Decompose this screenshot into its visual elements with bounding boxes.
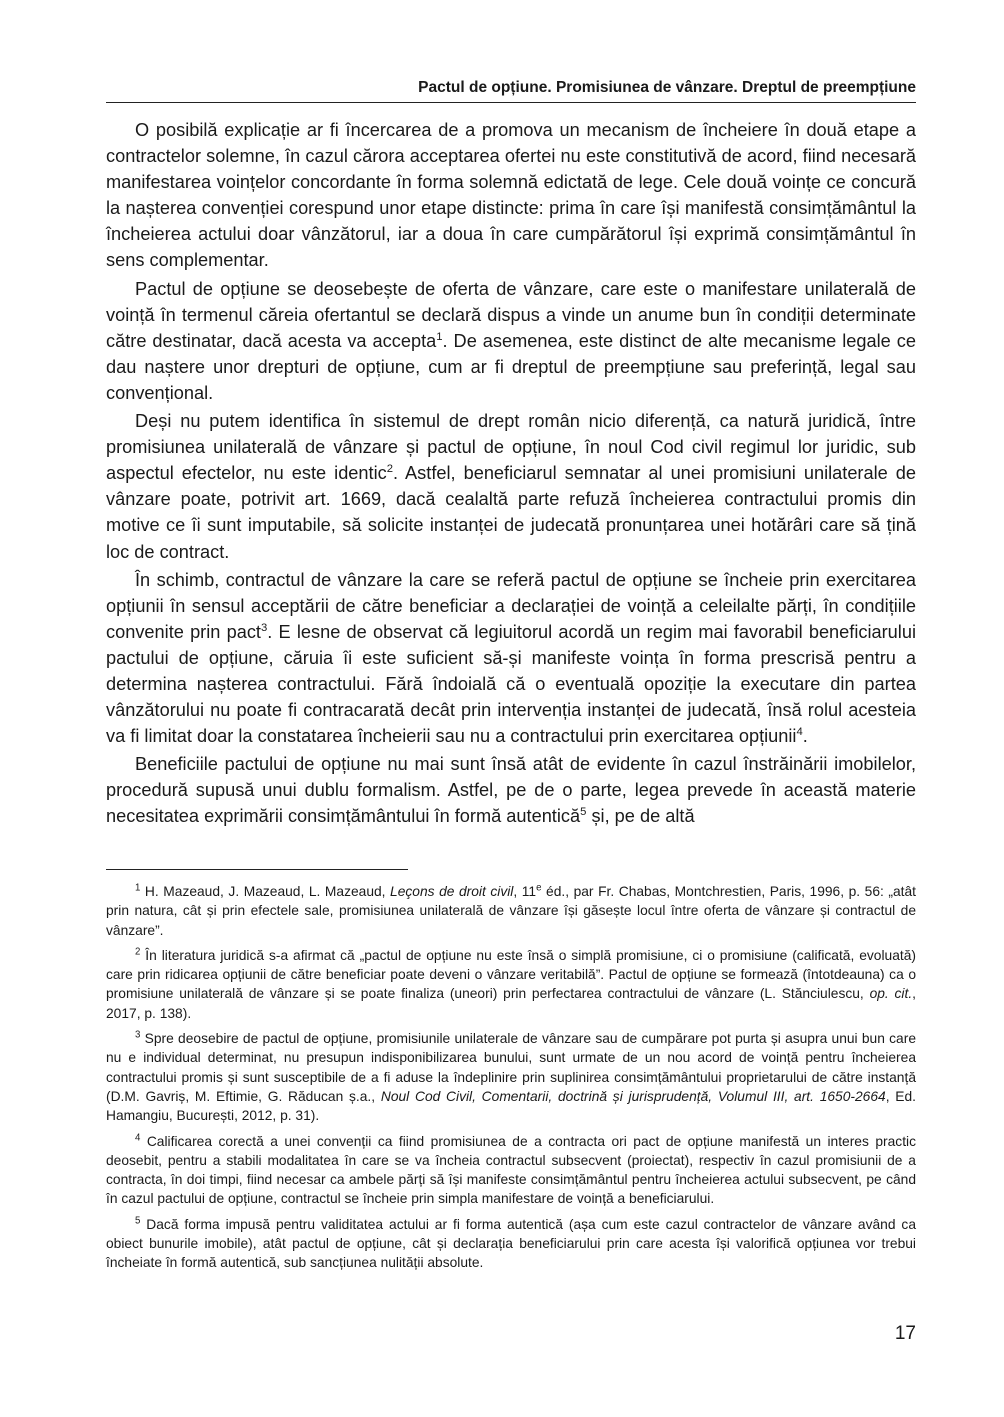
paragraph-4	[106, 567, 916, 750]
footnote-2-number: 2	[135, 946, 141, 958]
footnote-ref-3[interactable]: 3	[260, 621, 268, 634]
footnote-1-italic: Leçons de droit civil	[390, 884, 514, 899]
footnote-3-italic: Noul Cod Civil, Comentarii, doctrină și jurisprudență, Volumul III, art. 1650-2664	[380, 1088, 886, 1104]
footnote-4	[106, 1132, 916, 1209]
footnote-5-text: Dacă forma impusă pentru validitatea actului ar fi forma autentică (așa cum este cazul contractelor de vânzare având ca obiect bunurile imobile), atât pactul de opțiune, cât și declarația beneficiarului prin care acesta își valorifică opțiunea vor trebui încheiate în formă autentică, sub sancțiunea nulității absolute.	[106, 1216, 916, 1271]
paragraph-4-text-b: . E lesne de observat că legiuitorul acordă un regim mai favorabil beneficiarului pactului de opțiune, căruia îi este suficient să-și manifeste voința în forma prescrisă pentru a determina nașterea contractului. Fără îndoială că o eventuală opoziție la executare din partea vânzătorului nu poate fi contracarată decât prin intervenția instanței de judecată, însă rolul acesteia va fi limitat doar la constatarea încheierii sau nu a contractului prin exercitarea opțiunii	[106, 621, 916, 747]
footnote-1-text-a: H. Mazeaud, J. Mazeaud, L. Mazeaud,	[140, 884, 391, 899]
footnote-2-text-a: În literatura juridică s-a afirmat că „pactul de opțiune nu este însă o simplă promisiune, ci o promisiune (calificată, evoluată) care prin ridicarea opțiunii de către beneficiar poate deveni o vânzare veritabilă”. Pactul de opțiune se formează (întotdeauna) ca o promisiune unilaterală de vânzare și se poate finaliza (uneori) prin perfectarea contractului de vânzare (L. Stănciulescu,	[106, 947, 916, 1002]
paragraph-5-text-a: Beneficiile pactului de opțiune nu mai sunt însă atât de evidente în cazul înstrăinării imobilelor, procedură supusă unui dublu formalism. Astfel, pe de o parte, legea prevede în această materie necesitatea exprimării consimțământului în formă autentică	[106, 754, 916, 827]
footnote-ref-5[interactable]: 5	[580, 806, 587, 819]
footnote-4-text: Calificarea corectă a unei convenții ca fiind promisiunea de a contracta ori pact de opțiune manifestă un interes practic deosebit, pentru a stabili modalitatea în care se va încheia contractul subsecvent (proiectat), respectiv în cazul promisiunii de a contracta, în doi timpi, fiind necesar ca ambele părți să își manifeste consimțământul pentru încheierea actului subsecvent, pe când în cazul pactului de opțiune, contractul se încheie prin simpla manifestare de voință a beneficiarului.	[106, 1133, 916, 1207]
footnote-1	[106, 882, 916, 940]
footnote-3	[106, 1029, 916, 1125]
paragraph-4-text-a: În schimb, contractul de vânzare la care se referă pactul de opțiune se încheie prin exercitarea opțiunii în sensul acceptării de către beneficiar a declarației de voință a celeilalte părți, în condițiile convenite prin pact	[106, 569, 916, 642]
paragraph-4-text-c: .	[802, 726, 808, 747]
footnote-1-text-c: éd., par Fr. Chabas, Montchrestien, Paris, 1996, p. 56: „atât prin natura, cât și prin efectele sale, promisiunea unilaterală de vânzare își găsește locul între oferta de vânzare și contractul de vânzare”.	[106, 884, 916, 938]
footnote-ref-2[interactable]: 2	[386, 463, 393, 476]
footnotes	[106, 882, 916, 1279]
footnote-4-number: 4	[135, 1131, 141, 1143]
footnote-divider	[106, 869, 408, 870]
footnote-1-text-b: , 11	[513, 884, 537, 899]
main-text	[106, 117, 916, 832]
running-header: Pactul de opțiune. Promisiunea de vânzare. Dreptul de preempțiune	[418, 79, 916, 96]
paragraph-2	[106, 276, 916, 406]
footnote-2	[106, 946, 916, 1023]
footnote-3-text-a: Spre deosebire de pactul de opțiune, promisiunile unilaterale de vânzare sau de cumpărare pot purta și asupra unui bun care nu e individual determinat, nu presupun indisponibilizarea bunului, sunt urmate de un nou acord de voință pentru încheierea contractului promis și sunt susceptibile de a fi aduse la îndeplinire prin suplinirea consimțământului proprietarului de către instanță (D.M. Gavriș, M. Eftimie, G. Răducan ș.a.,	[106, 1031, 916, 1104]
footnote-3-number: 3	[135, 1029, 141, 1041]
footnote-ref-1[interactable]: 1	[436, 330, 443, 343]
footnote-5-number: 5	[135, 1215, 141, 1227]
paragraph-3	[106, 408, 916, 565]
page-number: 17	[894, 1323, 916, 1344]
footnote-ref-4[interactable]: 4	[796, 726, 803, 739]
footnote-2-italic: op. cit.	[869, 986, 913, 1002]
footnote-1-superscript: e	[536, 882, 542, 894]
footnote-1-number: 1	[135, 882, 141, 894]
footnote-2-text-b: , 2017, p. 138).	[106, 986, 916, 1021]
paragraph-3-text-a: Deși nu putem identifica în sistemul de drept român nicio diferență, ca natură juridică, între promisiunea unilaterală de vânzare și pactul de opțiune, în noul Cod civil regimul lor juridic, sub aspectul efectelor, nu este identic	[106, 411, 916, 484]
paragraph-3-text-b: . Astfel, beneficiarul semnatar al unei promisiuni unilaterale de vânzare poate, potrivit art. 1669, dacă cealaltă parte refuză încheierea contractului promis din motive ce îi sunt imputabile, să solicite instanței de judecată pronunțarea unei hotărâri care să țină loc de contract.	[106, 463, 916, 562]
header-divider	[106, 102, 916, 103]
footnote-3-text-b: , Ed. Hamangiu, București, 2012, p. 31).	[106, 1088, 916, 1124]
paragraph-5	[106, 751, 916, 829]
paragraph-5-text-b: și, pe de altă	[586, 806, 695, 827]
paragraph-1: O posibilă explicație ar fi încercarea de a promova un mecanism de încheiere în două etape a contractelor solemne, în cazul cărora acceptarea ofertei nu este constitutivă de acord, fiind necesară manifestarea voințelor concordante în forma solemnă edictată de lege. Cele două voințe ce concură la nașterea convenției corespund unor etape distincte: prima în care își manifestă consimțământul la încheierea actului doar vânzătorul, iar a doua în care cumpărătorul își exprimă consimțământul în sens complementar.	[106, 120, 916, 271]
paragraph-2-text-a: Pactul de opțiune se deosebește de oferta de vânzare, care este o manifestare unilaterală de voință în termenul căreia ofertantul se declară dispus a vinde un anume bun în condiții determinate către destinatar, dacă acesta va accepta	[106, 278, 916, 351]
paragraph-2-text-b: . De asemenea, este distinct de alte mecanisme legale ce dau naștere unor drepturi de opțiune, cum ar fi dreptul de preempțiune sau preferință, legal sau convențional.	[106, 330, 916, 403]
footnote-5	[106, 1215, 916, 1273]
